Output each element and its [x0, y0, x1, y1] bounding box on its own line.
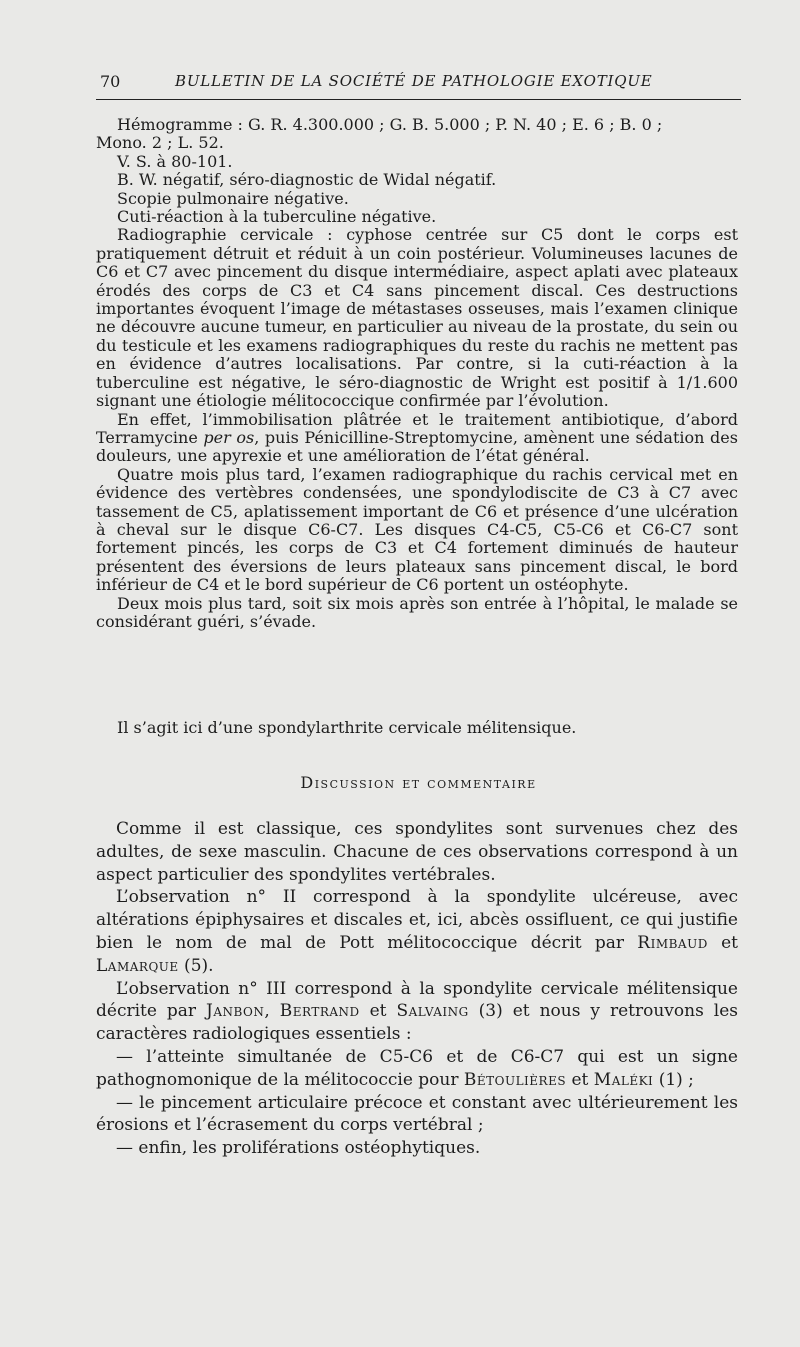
case-report-body — [96, 116, 738, 631]
discussion-body — [96, 818, 738, 1160]
text-run: L’observation n° II correspond à la spondylite ulcéreuse, avec altérations épiphysaires et discales et, ici, abcès ossifluent, ce qui justifie bien le nom de mal de Pott mélitococcique décrit par — [96, 887, 738, 953]
author-name: Lamarque — [96, 955, 179, 976]
discussion-paragraph-1: Comme il est classique, ces spondylites sont survenues chez des adultes, de sexe masculin. Chacune de ces observations correspond à un aspect particulier des spondylites vertébrales. — [96, 819, 738, 885]
header-rule — [96, 99, 741, 100]
page-number: 70 — [100, 72, 121, 91]
radiography-paragraph: Radiographie cervicale : cyphose centrée sur C5 dont le corps est pratiquement détruit et réduit à un coin postérieur. Volumineuses lacunes de C6 et C7 avec pincement du disque intermédiaire, aspect aplati avec plateaux érodés des corps de C3 et C4 sans pincement discal. Ces destructions importantes évoquent l’image de métastases osseuses, mais l’examen clinique ne découvre aucune tumeur, en particulier au niveau de la prostate, du sein ou du testicule et les examens radiographiques du reste du rachis ne mettent pas en évidence d’autres localisations. Par contre, si la cuti-réaction à la tuberculine est négative, le séro-diagnostic de Wright est positif à 1/1.600 signant une étiologie mélitococcique confirmée par l’évolution. — [96, 225, 738, 411]
hemogram-line-continued: Mono. 2 ; L. 52. — [96, 133, 224, 153]
author-name: Bertrand — [279, 1001, 360, 1022]
text-run: et — [707, 932, 738, 953]
text-run: L’observation n° III correspond à la spondylite cervicale mélitensique décrite par — [96, 978, 738, 1022]
text-run: (5). — [178, 955, 214, 976]
text-run: (3) et nous y retrouvons les caractères radiologiques essentiels : — [96, 1001, 738, 1045]
discussion-paragraph-3 — [96, 978, 738, 1046]
hemogram-line: Hémogramme : G. R. 4.300.000 ; G. B. 5.000 ; P. N. 40 ; E. 6 ; B. 0 ; — [117, 115, 663, 134]
text-run: et — [566, 1069, 594, 1090]
outcome-paragraph: Deux mois plus tard, soit six mois après son entrée à l’hôpital, le malade se considérant guéri, s’évade. — [96, 593, 738, 631]
page-header — [100, 72, 740, 96]
section-heading: Discussion et commentaire — [300, 773, 537, 792]
author-name: Bétoulières — [463, 1069, 567, 1090]
treatment-paragraph — [96, 411, 738, 466]
treatment-text-b: , puis Pénicilline-Streptomycine, amènent une sédation des douleurs, une apyrexie et une amélioration de l’état général. — [96, 427, 738, 466]
list-item-simultaneous-involvement — [96, 1046, 738, 1092]
list-item-articular-pinching: — le pincement articulaire précoce et constant avec ultérieurement les érosions et l’écrasement du corps vertébral ; — [96, 1092, 738, 1136]
author-name: Janbon — [206, 1001, 265, 1022]
text-run: — l’atteinte simultanée de C5-C6 et de C6-C7 qui est un signe pathognomonique de la mélitococcie pour — [96, 1046, 738, 1090]
per-os-italic: per os — [203, 427, 255, 447]
pulmonary-scopy-line: Scopie pulmonaire négative. — [117, 188, 349, 208]
author-name: Salvaing — [396, 1001, 469, 1022]
text-run: et — [359, 1001, 397, 1022]
list-item-osteophytic-proliferation: — enfin, les proliférations ostéophytiques. — [116, 1138, 481, 1159]
case-conclusion: Il s’agit ici d’une spondylarthrite cervicale mélitensique. — [117, 718, 577, 737]
sedimentation-line: V. S. à 80-101. — [117, 151, 233, 171]
running-title: BULLETIN DE LA SOCIÉTÉ DE PATHOLOGIE EXOTIQUE — [175, 72, 653, 90]
author-name: Maléki — [593, 1069, 654, 1090]
text-run: , — [264, 1001, 280, 1022]
text-run: (1) ; — [653, 1069, 694, 1090]
discussion-paragraph-2 — [96, 886, 738, 977]
followup-paragraph: Quatre mois plus tard, l’examen radiographique du rachis cervical met en évidence des vertèbres condensées, une spondylodiscite de C3 à C7 avec tassement de C5, aplatissement important de C6 et présence d’une ulcération à cheval sur le disque C6-C7. Les disques C4-C5, C5-C6 et C6-C7 sont fortement pincés, les corps de C3 et C4 fortement diminués de hauteur présentent des éversions de leurs plateaux sans pincement discal, le bord inférieur de C4 et le bord supérieur de C6 portent un ostéophyte. — [96, 464, 738, 595]
author-name: Rimbaud — [637, 932, 708, 953]
tuberculin-line: Cuti-réaction à la tuberculine négative. — [117, 207, 437, 227]
treatment-text-a: En effet, l’immobilisation plâtrée et le traitement antibiotique, d’abord Terramycine — [96, 409, 738, 447]
serology-line: B. W. négatif, séro-diagnostic de Widal négatif. — [117, 170, 497, 190]
